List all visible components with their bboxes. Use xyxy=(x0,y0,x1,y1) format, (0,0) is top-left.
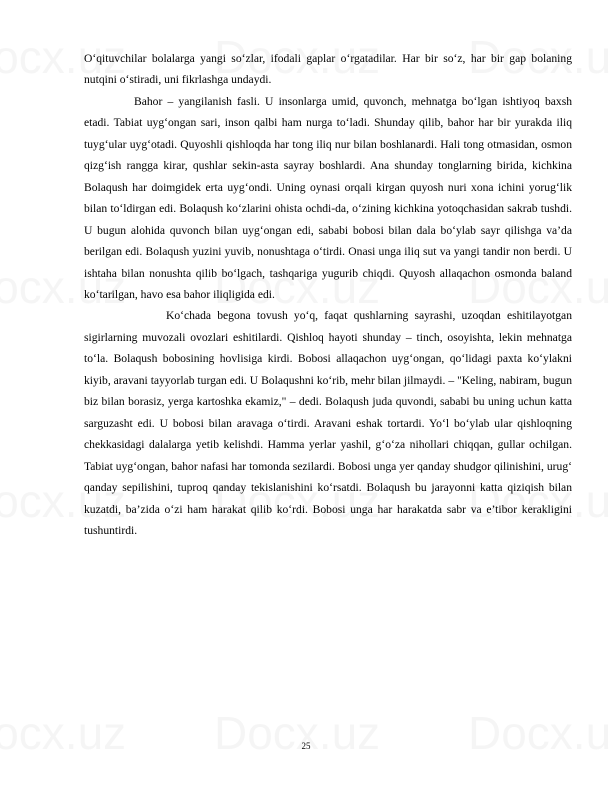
watermark xyxy=(468,706,612,760)
paragraph: Ko‘chada begona tovush yo‘q, faqat qushlarning sayrashi, uzoqdan eshitilayotgan sigirlarning muvozali ovozlari eshitilardi. Qishloq hayoti shunday – tinch, osoyishta, lekin mehnatga to‘la. Bolaqush bobosining hovlisiga kirdi. Bobosi allaqachon uyg‘ongan, qo‘lidagi paxta ko‘ylakni kiyib, aravani tayyorlab turgan edi. U Bolaqushni ko‘rib, mehr bilan jilmaydi. – "Keling, nabiram, bugun biz bilan borasiz, yerga kartoshka ekamiz," – dedi. Bolaqush juda quvondi, sababi bu uning uchun katta sarguzasht edi. U bobosi bilan aravaga o‘tirdi. Aravani eshak tortardi. Yo‘l bo‘ylab ular qishloqning chekkasidagi dalalarga yetib kelishdi. Hamma yerlar yashil, g‘o‘za nihollari chiqqan, gullar ochilgan. Tabiat uyg‘ongan, bahor nafasi har tomonda sezilardi. Bobosi unga yer qanday shudgor qilinishini, urug‘ qanday sepilishini, tuproq qanday tekislanishini ko‘rsatdi. Bolaqush bu jarayonni katta qiziqish bilan kuzatdi, ba’zida o‘zi ham harakat qilib ko‘rdi. Bobosi unga har harakatda sabr va e’tibor kerakligini tushuntirdi. xyxy=(84,309,572,537)
watermark xyxy=(0,706,126,760)
paragraph: O‘qituvchilar bolalarga yangi so‘zlar, ifodali gaplar o‘rgatadilar. Har bir so‘z, har bir gap bolaning nutqini o‘stiradi, uni fikrlashga undaydi. xyxy=(84,52,572,87)
watermark xyxy=(214,706,380,760)
paragraph: Bahor – yangilanish fasli. U insonlarga umid, quvonch, mehnatga bo‘lgan ishtiyoq baxsh etadi. Tabiat uyg‘ongan sari, inson qalbi ham nurga to‘ladi. Shunday qilib, bahor har bir yurakda iliq tuyg‘ular uyg‘otadi. Quyoshli qishloqda har tong iliq nur bilan boshlanardi. Hali tong otmasidan, osmon qizg‘ish rangga kirar, qushlar sekin-asta sayray boshlardi. Ana shunday tonglarning birida, kichkina Bolaqush har doimgidek erta uyg‘ondi. Uning oynasi orqali kirgan quyosh nuri xona ichini yorug‘lik bilan to‘ldirgan edi. Bolaqush ko‘zlarini ohista ochdi-da, o‘zining kichkina yotoqchasidan sakrab tushdi. U bugun alohida quvonch bilan uyg‘ongan edi, sababi bobosi bilan dala bo‘ylab sayr qilishga va’da berilgan edi. Bolaqush yuzini yuvib, nonushtaga o‘tirdi. Onasi unga iliq sut va yangi tandir non berdi. U ishtaha bilan nonushta qilib bo‘lgach, tashqariga yugurib chiqdi. Quyosh allaqachon osmonda baland ko‘tarilgan, havo esa bahor iliqligida edi. xyxy=(84,94,572,301)
document-body xyxy=(84,48,572,541)
page-number: 25 xyxy=(301,741,311,751)
